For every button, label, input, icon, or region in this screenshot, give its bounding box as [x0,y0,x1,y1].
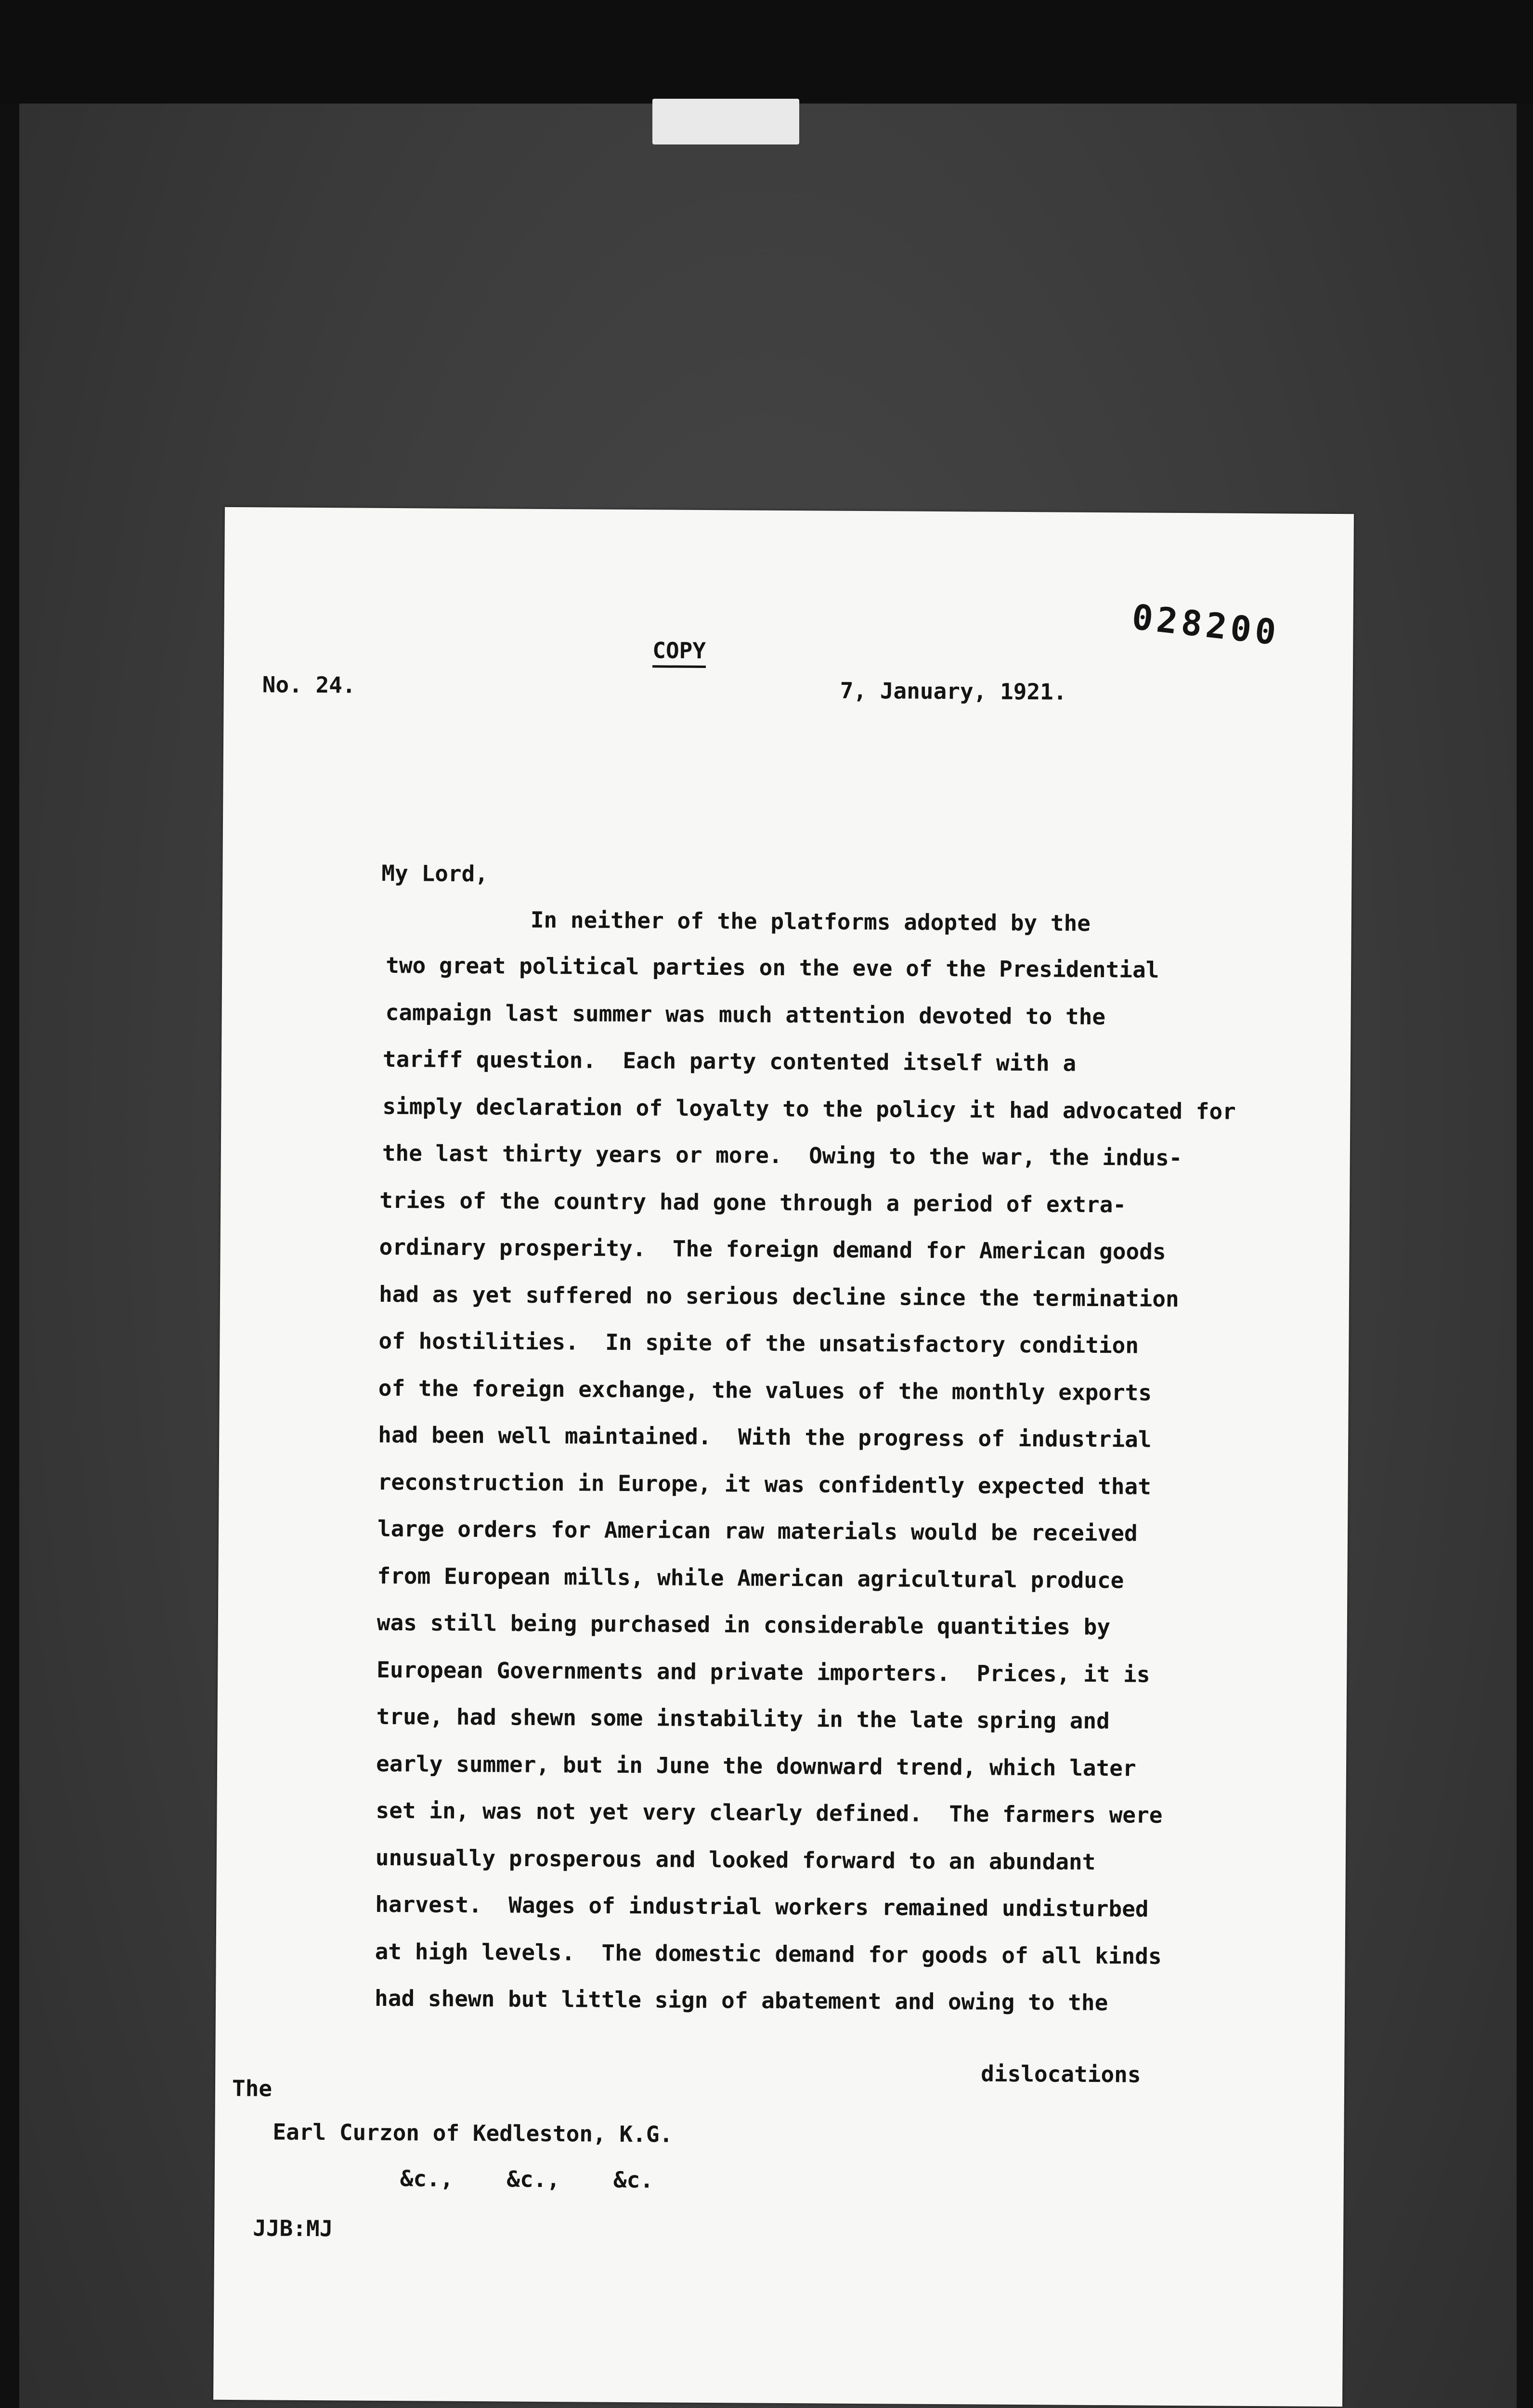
body-line: In neither of the platforms adopted by the [530,906,1091,936]
body-line: unusually prosperous and looked forward to an abundant [375,1844,1096,1875]
body-line: campaign last summer was much attention devoted to the [385,999,1106,1030]
body-line: simply declaration of loyalty to the policy it had advocated for [382,1093,1236,1125]
copy-heading: COPY [652,637,706,668]
scan-left-edge [0,104,19,2408]
body-line: European Governments and private importers. Prices, it is [377,1656,1150,1688]
salutation: My Lord, [381,860,489,887]
body-line: tries of the country had gone through a period of extra- [379,1187,1127,1218]
body-line: was still being purchased in considerable quantities by [377,1609,1111,1640]
body-line: reconstruction in Europe, it was confidently expected that [377,1468,1152,1500]
body-line: from European mills, while American agricultural produce [377,1562,1124,1594]
body-line: at high levels. The domestic demand for goods of all kinds [375,1938,1162,1969]
body-line: tariff question. Each party contented itself with a [382,1046,1077,1076]
addressee-etc: &c., &c., &c. [400,2165,654,2193]
body-line: early summer, but in June the downward trend, which later [376,1750,1136,1781]
scan-right-edge [1517,104,1533,2408]
scan-top-edge [0,0,1533,104]
body-line: large orders for American raw materials would be received [377,1515,1138,1546]
body-line: the last thirty years or more. Owing to the war, the indus- [382,1139,1182,1171]
body-line: harvest. Wages of industrial workers remained undisturbed [375,1891,1149,1922]
reference-number: 028200 [1130,596,1282,654]
body-line: set in, was not yet very clearly defined. The farmers were [376,1797,1163,1828]
addressee-name: Earl Curzon of Kedleston, K.G. [273,2119,673,2147]
body-line: had shewn but little sign of abatement and owing to the [374,1985,1108,2016]
typist-initials: JJB:MJ [253,2215,333,2242]
body-line: of hostilities. In spite of the unsatisfactory condition [378,1327,1139,1359]
catch-word: dislocations [981,2060,1141,2088]
body-line: true, had shewn some instability in the late spring and [376,1703,1110,1734]
document-number: No. 24. [262,671,356,698]
body-line: ordinary prosperity. The foreign demand for American goods [379,1233,1166,1265]
body-line: had as yet suffered no serious decline since the termination [378,1281,1179,1312]
letter-sheet [213,507,1354,2407]
addressee-the: The [232,2075,273,2102]
body-line: had been well maintained. With the progress of industrial [378,1421,1152,1453]
body-line: two great political parties on the eve of the Presidential [386,952,1159,983]
letter-date: 7, January, 1921. [840,677,1067,705]
body-line: of the foreign exchange, the values of the monthly exports [378,1374,1152,1406]
mounting-tab [652,99,799,144]
